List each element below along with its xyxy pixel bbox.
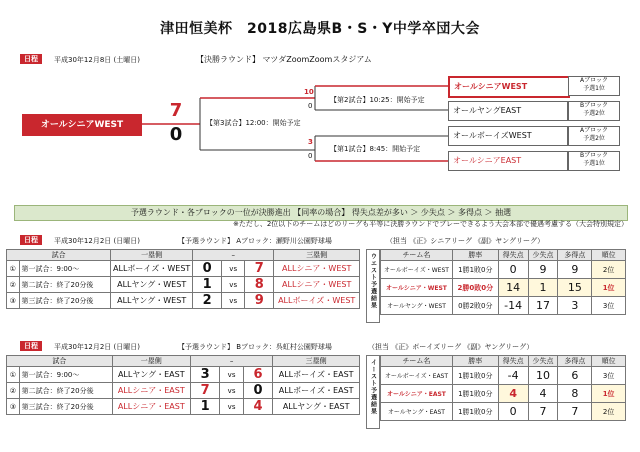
blockA-standings-table: チーム名 勝率 得失点 少失点 多得点 順位 オールボーイズ・WEST 1勝1敗0分 0 9 9 2位 オールシニア・WEST 2勝0敗0分 14 1 15 1位 オールヤング・WEST 0勝2敗0分 -14 17 3 3位 [380, 249, 626, 315]
table-row: オールシニア・EAST 1勝1敗0分 4 4 8 1位 [381, 385, 626, 403]
blockA-charge: （担当 《正》シニアリーグ 《副》ヤングリーグ） [386, 237, 545, 245]
blockA-venue: 【予選ラウンド】 Aブロック：瀬野川公園野球場 [178, 237, 332, 245]
final-team-2-block: Bブロック 予選2位 [568, 101, 620, 121]
blockB-tag: 日程 [20, 341, 42, 351]
table-row: オールヤング・EAST 1勝1敗0分 0 7 7 2位 [381, 403, 626, 421]
table-row: オールヤング・WEST 0勝2敗0分 -14 17 3 3位 [381, 297, 626, 315]
table-row: ② 第二試合：終了20分後 ALLシニア・EAST 7 vs 0 ALLボーイズ・EAST [7, 383, 360, 399]
header-third-base: 三塁側 [274, 250, 360, 261]
header-first-base: 一塁側 [111, 250, 193, 261]
blockB-venue: 【予選ラウンド】 Bブロック：呉虹村公園野球場 [178, 343, 332, 351]
table-row: オールシニア・WEST 2勝0敗0分 14 1 15 1位 [381, 279, 626, 297]
rules-note: ※ただし、2位以下のチームはどのリーグも平等に決勝ラウンドでプレーできるよう大会本部で優遇考慮する（大会特別規定） [232, 220, 628, 228]
final-date: 平成30年12月8日 (土曜日) [54, 56, 140, 64]
table-row: オールボーイズ・EAST 1勝1敗0分 -4 10 6 3位 [381, 367, 626, 385]
blockA-match-table [6, 249, 360, 309]
table-row: ③ 第三試合：終了20分後 ALLシニア・EAST 1 vs 4 ALLヤング・EAST [7, 399, 360, 415]
final-team-2: オールヤングEAST [448, 101, 568, 121]
blockB-standings-table: チーム名 勝率 得失点 少失点 多得点 順位 オールボーイズ・EAST 1勝1敗0分 -4 10 6 3位 オールシニア・EAST 1勝1敗0分 4 4 8 1位 オールヤング・EAST 1勝1敗0分 0 7 7 2位 [380, 355, 626, 421]
table-row: ① 第一試合：9:00～ ALLヤング・EAST 3 vs 6 ALLボーイズ・EAST [7, 367, 360, 383]
blockB-side-label: イースト予選結果 [366, 355, 380, 429]
final-team-1-block: Aブロック 予選1位 [568, 76, 620, 96]
final-round-title: 【決勝ラウンド】 マツダZoomZoomスタジアム [196, 55, 372, 64]
blockB-date: 平成30年12月2日 (日曜日) [54, 343, 140, 351]
rules-banner: 予選ラウンド・各ブロックの一位が決勝進出 【同率の場合】 得失点差が多い ＞ 少失点 ＞ 多得点 ＞ 抽選 [14, 205, 628, 221]
blockA-date: 平成30年12月2日 (日曜日) [54, 237, 140, 245]
champion-box: オールシニアWEST [22, 114, 142, 136]
match1-top-score: 3 [308, 138, 313, 146]
match2-label: 【第2試合】10:25：開始予定 [330, 96, 425, 104]
header-score: – [193, 250, 274, 261]
match1-bot-score: 0 [308, 152, 313, 160]
final-team-3: オールボーイズWEST [448, 126, 568, 146]
header-match: 試合 [7, 250, 111, 261]
table-row: ① 第一試合：9:00～ ALLボーイズ・WEST 0 vs 7 ALLシニア・WEST [7, 261, 360, 277]
table-row: オールボーイズ・WEST 1勝1敗0分 0 9 9 2位 [381, 261, 626, 279]
blockA-side-label: ウエスト予選結果 [366, 249, 380, 323]
final-team-1: オールシニアWEST [448, 76, 570, 98]
schedule-tag: 日程 [20, 54, 42, 64]
table-row: ② 第二試合：終了20分後 ALLヤング・WEST 1 vs 8 ALLシニア・WEST [7, 277, 360, 293]
match3-label: 【第3試合】12:00：開始予定 [206, 119, 301, 127]
match1-label: 【第1試合】8:45：開始予定 [330, 145, 421, 153]
final-team-4-block: Bブロック 予選1位 [568, 151, 620, 171]
runner-score: 0 [169, 124, 183, 145]
match2-top-score: 10 [304, 88, 314, 96]
final-team-3-block: Aブロック 予選2位 [568, 126, 620, 146]
champion-score: 7 [169, 100, 183, 121]
page-title: 津田恒美杯 2018広島県B・S・Y中学卒団大会 [160, 21, 480, 37]
blockB-charge: （担当 《正》ボーイズリーグ 《副》ヤングリーグ） [368, 343, 534, 351]
table-row: ③ 第三試合：終了20分後 ALLヤング・WEST 2 vs 9 ALLボーイズ・WEST [7, 293, 360, 309]
final-team-4: オールシニアEAST [448, 151, 568, 171]
blockA-tag: 日程 [20, 235, 42, 245]
match2-bot-score: 0 [308, 102, 313, 110]
blockB-match-table: 試合 一塁側 – 三塁側 ① 第一試合：9:00～ ALLヤング・EAST 3 vs 6 ALLボーイズ・EAST ② 第二試合：終了20分後 ALLシニア・EAST 7 vs 0 ALLボーイズ・EAST ③ 第三試合：終了20分後 ALLシニア・EAST 1 vs 4 ALLヤング・EAST [6, 355, 360, 415]
